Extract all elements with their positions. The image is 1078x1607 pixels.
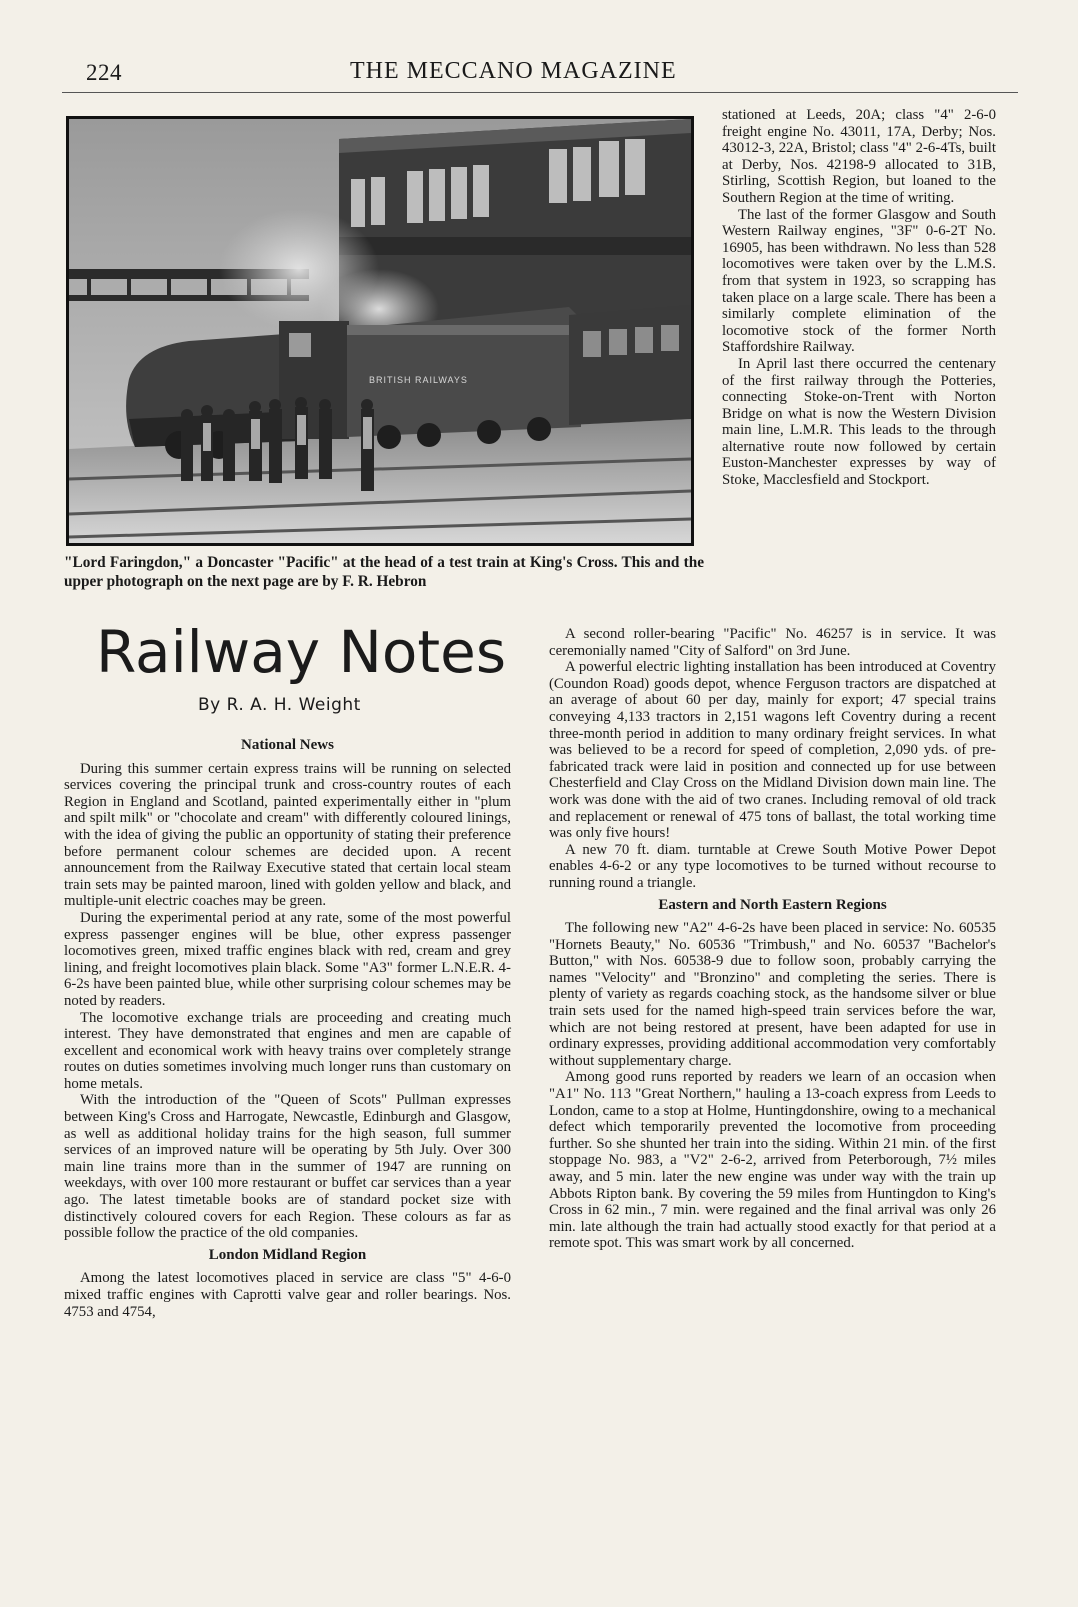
section-heading-eastern: Eastern and North Eastern Regions: [658, 896, 887, 913]
right-column-top: [722, 107, 996, 489]
paragraph: During the experimental period at any rate, some of the most powerful express passenger engines will be blue, other express passenger locomotives green, mixed traffic engines black with red, cream and grey lining, and freight locomotives plain black. Some "A3" former L.N.E.R. 4-6-2s have been painted blue, while other surprising colour schemes may be noted by readers.: [64, 909, 511, 1009]
page-number: 224: [86, 60, 122, 85]
paragraph: Among good runs reported by readers we learn of an occasion when "A1" No. 113 "Great Northern," hauling a 13-coach express from Leeds to London, came to a stop at Holme, Huntingdonshire, owing to a mechanical defect which temporarily prevented the locomotive from proceeding further. So she shunted her train into the siding. Within 21 min. of the first stoppage No. 983, a "V2" 2-6-2, arrived from Peterborough, 7½ miles away, and 5 min. later the new engine was under way with the train up Abbots Ripton bank. By covering the 59 miles from Huntingdon to King's Cross in 62 min., 7 min. were regained and the final arrival was only 26 min. late although the train had actually stood exactly for that period at a remote spot. This was smart work by all concerned.: [549, 1069, 996, 1252]
paragraph: stationed at Leeds, 20A; class "4" 2-6-0 freight engine No. 43011, 17A, Derby; Nos. 43012-3, 22A, Bristol; class "4" 2-6-4Ts, built at Derby, Nos. 42198-9 allocated to 31B, Stirling, Scottish Region, but loaned to the Southern Region at the time of writing.: [722, 107, 996, 206]
paragraph: A second roller-bearing "Pacific" No. 46257 is in service. It was ceremonially named "City of Salford" on 3rd June.: [549, 626, 996, 659]
paragraph: A powerful electric lighting installation has been introduced at Coventry (Coundon Road) goods depot, whence Ferguson tractors are dispatched at an average of about 60 per day, mainly for export; 47 special trains conveying 4,133 tractors in 2,151 wagons left Coventry during a recent three-month period in addition to many ordinary freight services. In what was believed to be a record for speed of completion, 2,090 yds. of pre-fabricated track were laid in position and connected up for use between Chesterfield and Clay Cross on the Midland Division down main line. The work was done with the aid of two cranes. Including removal of old track and replacement or renewal of 475 tons of ballast, the total working time was only five hours!: [549, 659, 996, 842]
left-column: [64, 732, 511, 1320]
tender-lettering: BRITISH RAILWAYS: [369, 375, 468, 385]
locomotive-photo: [66, 116, 694, 546]
paragraph: Among the latest locomotives placed in service are class "5" 4-6-0 mixed traffic engines with Caprotti valve gear and roller bearings. Nos. 4753 and 4754,: [64, 1270, 511, 1320]
right-column: [549, 626, 996, 1252]
locomotive-photo-illustration: [69, 119, 691, 543]
paragraph: In April last there occurred the centenary of the first railway through the Potteries, connecting Stoke-on-Trent with Norton Bridge on what is now the Western Division main line, L.M.R. This leads to the through alternative route now followed by certain Euston-Manchester expresses by way of Stoke, Macclesfield and Stockport.: [722, 355, 996, 489]
article-title: Railway Notes: [96, 618, 507, 686]
photo-caption: "Lord Faringdon," a Doncaster "Pacific" at the head of a test train at King's Cross. This and the upper photograph on the next page are by F. R. Hebron: [64, 554, 704, 590]
paragraph: The following new "A2" 4-6-2s have been placed in service: No. 60535 "Hornets Beauty," No. 60536 "Trimbush," and No. 60537 "Bachelor's Button," with Nos. 60538-9 due to follow soon, probably carrying the names "Velocity" and "Bronzino" and completing the series. There is plenty of variety as regards coaching stock, as the handsome silver or blue train sets used for the named high-speed train services before the war, which are not being restored at present, have been adapted for use in ordinary expresses, providing additional accommodation very comfortably without supplementary charge.: [549, 920, 996, 1069]
paragraph: With the introduction of the "Queen of Scots" Pullman expresses between King's Cross and Harrogate, Newcastle, Edinburgh and Glasgow, as well as additional holiday trains for the high season, full summer services of an improved nature will be operating by 5th July. Over 300 main line trains more than in the summer of 1947 are running on weekdays, with over 100 more restaurant or buffet car services than a year ago. The latest timetable books are of standard pocket size with distinctively coloured covers for each Region. These colours as far as possible follow the practice of the old companies.: [64, 1092, 511, 1242]
paragraph: The last of the former Glasgow and South Western Railway engines, "3F" 0-6-2T No. 16905, has been withdrawn. No less than 528 locomotives were taken over by the L.M.S. from that system in 1923, so scrapping has taken place on a large scale. There has been a similarly complete elimination of the locomotive stock of the former North Staffordshire Railway.: [722, 206, 996, 356]
paragraph: The locomotive exchange trials are proceeding and creating much interest. They have demonstrated that engines and men are capable of excellent and economical work with heavy trains over completely strange routes on duties sometimes involving much longer runs than customary on home metals.: [64, 1009, 511, 1092]
magazine-title: THE MECCANO MAGAZINE: [350, 58, 677, 84]
paragraph: A new 70 ft. diam. turntable at Crewe South Motive Power Depot enables 4-6-2 or any type locomotives to be turned without recourse to running round a triangle.: [549, 841, 996, 891]
header-divider: [62, 92, 1018, 93]
section-heading-lmr: London Midland Region: [208, 1246, 367, 1263]
article-byline: By R. A. H. Weight: [198, 695, 361, 715]
paragraph: During this summer certain express trains will be running on selected services covering the principal trunk and cross-country routes of each Region in England and Scotland, painted experimentally either in "plum and spilt milk" or "chocolate and cream" with differently coloured linings, with the idea of giving the public an opportunity of stating their preference before permanent colour schemes are decided upon. A recent announcement from the Railway Executive stated that certain local steam train sets may be painted maroon, lined with golden yellow and black, and multiple-unit electric coaches may be green.: [64, 760, 511, 910]
section-heading-national: National News: [241, 737, 334, 753]
